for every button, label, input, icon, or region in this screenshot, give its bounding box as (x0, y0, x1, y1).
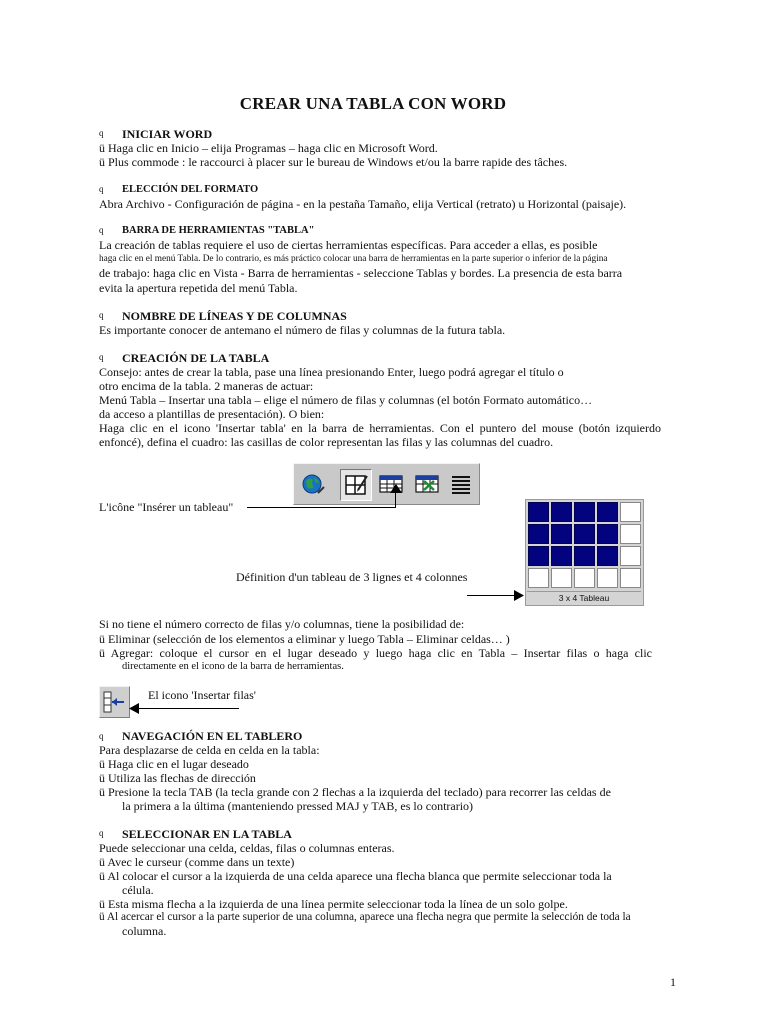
insert-excel-icon[interactable] (412, 469, 442, 499)
arrow-head-icon (514, 590, 524, 601)
picker-cell[interactable] (597, 502, 618, 522)
text-line: ü Avec le curseur (comme dans un texte) (99, 855, 295, 869)
text-line: Menú Tabla – Insertar una tabla – elige el número de filas y columnas (el botón Formato automático… (99, 393, 593, 407)
section-heading-barra: BARRA DE HERRAMIENTAS "TABLA" (122, 225, 315, 236)
picker-cell[interactable] (620, 568, 641, 588)
text-line: otro encima de la tabla. 2 maneras de actuar: (99, 379, 314, 393)
picker-cell[interactable] (574, 568, 595, 588)
section-bullet: q (99, 128, 104, 138)
insert-rows-icon[interactable] (99, 686, 130, 718)
globe-draw-icon[interactable] (298, 469, 328, 499)
section-bullet: q (99, 225, 104, 235)
picker-cell[interactable] (551, 568, 572, 588)
pointer-arrow (467, 595, 517, 596)
section-bullet: q (99, 828, 104, 838)
text-line: columna. (122, 924, 167, 938)
text-line: ü Utiliza las flechas de dirección (99, 771, 256, 785)
picker-cell[interactable] (597, 568, 618, 588)
text-line: de trabajo: haga clic en Vista - Barra de herramientas - seleccione Tablas y bordes. La presencia de esta barra (99, 266, 623, 280)
text-line: La creación de tablas requiere el uso de ciertas herramientas específicas. Para acceder a ellas, es posible (99, 238, 598, 252)
section-bullet: q (99, 731, 104, 741)
text-line: da acceso a plantillas de presentación). O bien: (99, 407, 325, 421)
text-line: ü Esta misma flecha a la izquierda de una línea permite seleccionar toda la línea de un solo golpe. (99, 897, 568, 911)
text-line: haga clic en el menú Tabla. De lo contrario, es más práctico colocar una barra de herramientas en la parte superior o inferior de la página (99, 254, 608, 264)
pointer-arrow (395, 491, 396, 508)
pointer-arrow (247, 507, 396, 508)
text-line: Abra Archivo - Configuración de página - en la pestaña Tamaño, elija Vertical (retrato) u Horizontal (paisaje). (99, 197, 627, 211)
insert-table-icon-label: L'icône "Insérer un tableau" (99, 500, 234, 514)
picker-cell[interactable] (574, 502, 595, 522)
text-line: ü Haga clic en el lugar deseado (99, 757, 249, 771)
text-line: Puede seleccionar una celda, celdas, filas o columnas enteras. (99, 841, 395, 855)
table-size-picker[interactable] (525, 499, 644, 606)
section-heading-navegacion: NAVEGACIÓN EN EL TABLERO (122, 729, 303, 743)
page-number: 1 (670, 975, 676, 989)
picker-cell[interactable] (574, 546, 595, 566)
text-line: la primera a la última (manteniendo pressed MAJ y TAB, es lo contrario) (122, 799, 474, 813)
arrow-head-icon (129, 703, 139, 714)
table-definition-label: Définition d'un tableau de 3 lignes et 4 colonnes (236, 570, 468, 584)
text-line: ü Eliminar (selección de los elementos a eliminar y luego Tabla – Eliminar celdas… ) (99, 632, 510, 646)
text-line: Para desplazarse de celda en celda en la tabla: (99, 743, 320, 757)
picker-cell[interactable] (574, 524, 595, 544)
section-heading-formato: ELECCIÓN DEL FORMATO (122, 184, 259, 195)
text-line: evita la apertura repetida del menú Tabla. (99, 281, 298, 295)
picker-caption: 3 x 4 Tableau (527, 591, 641, 604)
text-line: Haga clic en el icono 'Insertar tabla' en la barra de herramientas. Con el puntero del mouse (botón izquierdo (99, 421, 661, 435)
text-line: célula. (122, 883, 154, 897)
section-heading-creacion: CREACIÓN DE LA TABLA (122, 351, 270, 365)
picker-cell[interactable] (528, 502, 549, 522)
pointer-arrow (138, 708, 239, 709)
text-line: Consejo: antes de crear la tabla, pase una línea presionando Enter, luego podrá agregar el título o (99, 365, 564, 379)
text-line: ü Plus commode : le raccourci à placer sur le bureau de Windows et/ou la barre rapide des tâches. (99, 155, 568, 169)
page-title: CREAR UNA TABLA CON WORD (239, 94, 507, 113)
section-heading-nombre: NOMBRE DE LÍNEAS Y DE COLUMNAS (122, 309, 347, 323)
section-bullet: q (99, 352, 104, 362)
picker-cell[interactable] (528, 568, 549, 588)
picker-cell[interactable] (551, 524, 572, 544)
section-heading-seleccionar: SELECCIONAR EN LA TABLA (122, 827, 292, 841)
text-line: ü Presione la tecla TAB (la tecla grande con 2 flechas a la izquierda del teclado) para recorrer las celdas de (99, 785, 611, 799)
section-bullet: q (99, 310, 104, 320)
picker-cell[interactable] (551, 502, 572, 522)
picker-cell[interactable] (528, 524, 549, 544)
picker-cell[interactable] (620, 524, 641, 544)
text-line: directamente en el icono de la barra de herramientas. (122, 661, 344, 672)
picker-cell[interactable] (551, 546, 572, 566)
picker-cell[interactable] (620, 546, 641, 566)
text-line: ü Agregar: coloque el cursor en el lugar deseado y luego haga clic en Tabla – Insertar filas o haga clic (99, 646, 652, 660)
text-line: ü Al acercar el cursor a la parte superior de una columna, aparece una flecha negra que permite la selección de toda la (99, 911, 631, 923)
draw-table-icon[interactable] (340, 469, 372, 501)
columns-icon[interactable] (446, 469, 476, 499)
arrow-head-icon (390, 484, 402, 493)
insert-rows-icon-label: El icono 'Insertar filas' (148, 688, 256, 702)
section-heading-iniciar-word: INICIAR WORD (122, 127, 213, 141)
text-line: enfoncé), defina el cuadro: las casillas de color representan las filas y las columnas del cuadro. (99, 435, 554, 449)
text-line: ü Al colocar el cursor a la izquierda de una celda aparece una flecha blanca que permite seleccionar toda la (99, 869, 612, 883)
picker-cell[interactable] (528, 546, 549, 566)
text-line: Si no tiene el número correcto de filas y/o columnas, tiene la posibilidad de: (99, 617, 465, 631)
text-line: Es importante conocer de antemano el número de filas y columnas de la futura tabla. (99, 323, 506, 337)
picker-cell[interactable] (597, 546, 618, 566)
tables-toolbar (293, 463, 480, 505)
text-line: ü Haga clic en Inicio – elija Programas – haga clic en Microsoft Word. (99, 141, 438, 155)
section-bullet: q (99, 184, 104, 194)
picker-cell[interactable] (597, 524, 618, 544)
picker-cell[interactable] (620, 502, 641, 522)
